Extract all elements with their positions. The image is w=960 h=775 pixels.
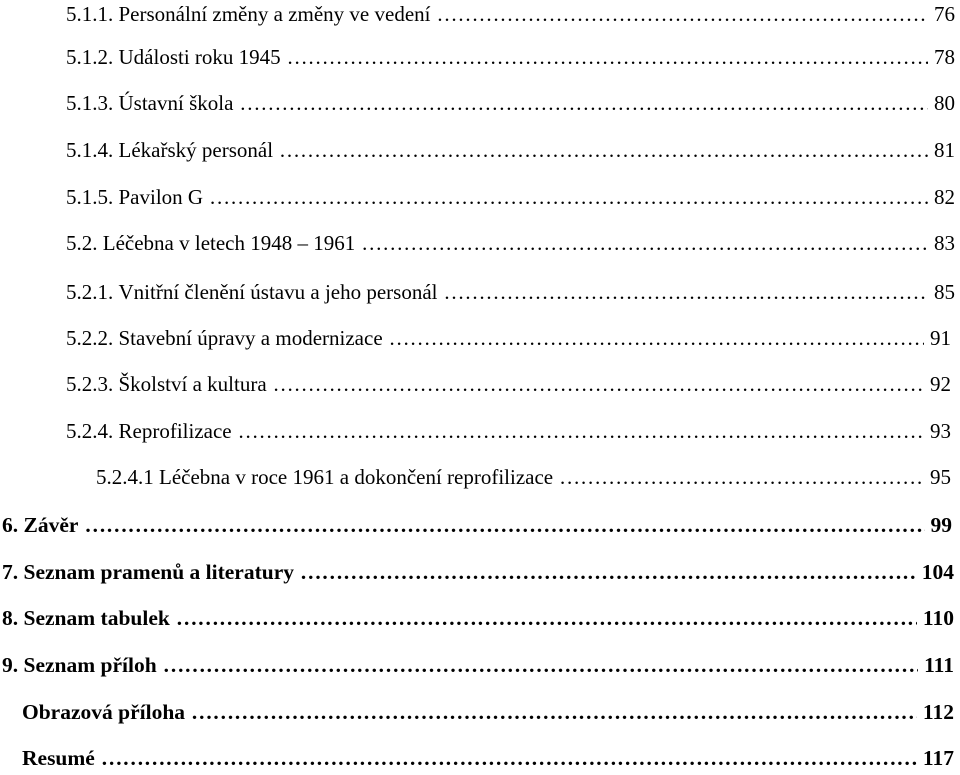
toc-entry	[22, 695, 954, 729]
dot-leader	[209, 180, 928, 214]
dot-leader	[361, 226, 928, 260]
toc-entry-title: Seznam příloh	[23, 653, 157, 677]
toc-entry-title: Stavební úpravy a modernizace	[118, 326, 383, 350]
toc-entry-number: 6.	[2, 513, 19, 537]
toc-entry-title: Resumé	[22, 746, 95, 770]
dot-leader	[436, 0, 928, 31]
toc-entry-title: Reprofilizace	[118, 419, 232, 443]
toc-entry-page: 95	[930, 465, 951, 489]
toc-entry-page: 85	[934, 280, 955, 304]
toc-entry-title: Školství a kultura	[118, 372, 267, 396]
toc-entry-title: Lékařský personál	[118, 138, 274, 162]
toc-entry-page: 93	[930, 419, 951, 443]
toc-entry-page: 76	[934, 2, 955, 26]
dot-leader	[238, 414, 924, 448]
toc-entry	[2, 555, 954, 589]
toc-entry-page: 112	[922, 700, 954, 724]
dot-leader	[191, 695, 917, 729]
toc-entry-title: Seznam pramenů a literatury	[23, 560, 295, 584]
toc-entry-page: 117	[922, 746, 954, 770]
toc-entry-title: Léčebna v roce 1961 a dokončení reprofilizace	[159, 465, 554, 489]
dot-leader	[273, 367, 924, 401]
toc-entry-page: 111	[924, 653, 954, 677]
toc-entry-number: 5.2.	[66, 231, 98, 255]
toc-entry-number: 5.2.3.	[66, 372, 114, 396]
dot-leader	[287, 40, 928, 74]
dot-leader	[163, 648, 918, 682]
dot-leader	[444, 275, 929, 309]
toc-entry-page: 81	[934, 138, 955, 162]
toc-entry	[2, 601, 954, 635]
dot-leader	[176, 601, 917, 635]
toc-entry-title: Vnitřní členění ústavu a jeho personál	[118, 280, 438, 304]
toc-entry	[66, 414, 951, 448]
toc-entry-title: Závěr	[23, 513, 79, 537]
toc-entry	[66, 275, 955, 309]
toc-entry	[66, 367, 951, 401]
dot-leader	[300, 555, 916, 589]
toc-entry	[66, 226, 955, 260]
toc-entry-title: Události roku 1945	[118, 45, 281, 69]
toc-entry-page: 80	[934, 91, 955, 115]
dot-leader	[84, 508, 924, 542]
toc-entry-page: 104	[921, 560, 954, 584]
dot-leader	[389, 321, 924, 355]
dot-leader	[239, 86, 928, 120]
dot-leader	[279, 133, 928, 167]
toc-entry	[66, 0, 955, 31]
toc-entry-page: 82	[934, 185, 955, 209]
toc-entry-number: 5.1.3.	[66, 91, 114, 115]
toc-entry-title: Personální změny a změny ve vedení	[118, 2, 431, 26]
toc-entry-title: Seznam tabulek	[23, 606, 170, 630]
toc-entry-page: 83	[934, 231, 955, 255]
toc-entry	[66, 321, 951, 355]
toc-entry-number: 5.2.4.1	[96, 465, 154, 489]
toc-entry-title: Léčebna v letech 1948 – 1961	[102, 231, 356, 255]
toc-entry-number: 7.	[2, 560, 19, 584]
toc-entry-number: 5.1.4.	[66, 138, 114, 162]
toc-entry-title: Obrazová příloha	[22, 700, 186, 724]
toc-entry-number: 5.1.2.	[66, 45, 114, 69]
toc-entry	[66, 40, 955, 74]
toc-entry-page: 91	[930, 326, 951, 350]
dot-leader	[559, 460, 924, 494]
toc-entry-page: 110	[922, 606, 954, 630]
toc-entry-number: 9.	[2, 653, 19, 677]
toc-entry-page: 99	[930, 513, 952, 537]
toc-entry-number: 5.2.1.	[66, 280, 114, 304]
toc-entry	[66, 86, 955, 120]
toc-entry	[66, 180, 955, 214]
toc-entry	[2, 508, 952, 542]
toc-entry-page: 78	[934, 45, 955, 69]
toc-entry-title: Pavilon G	[118, 185, 204, 209]
toc-entry-number: 5.1.5.	[66, 185, 114, 209]
toc-entry-page: 92	[930, 372, 951, 396]
toc-entry-number: 5.2.4.	[66, 419, 114, 443]
toc-entry-title: Ústavní škola	[118, 91, 234, 115]
toc-entry-number: 5.2.2.	[66, 326, 114, 350]
toc-entry	[66, 133, 955, 167]
toc-entry-number: 5.1.1.	[66, 2, 114, 26]
toc-entry-number: 8.	[2, 606, 19, 630]
toc-entry	[96, 460, 951, 494]
toc-entry	[2, 648, 954, 682]
